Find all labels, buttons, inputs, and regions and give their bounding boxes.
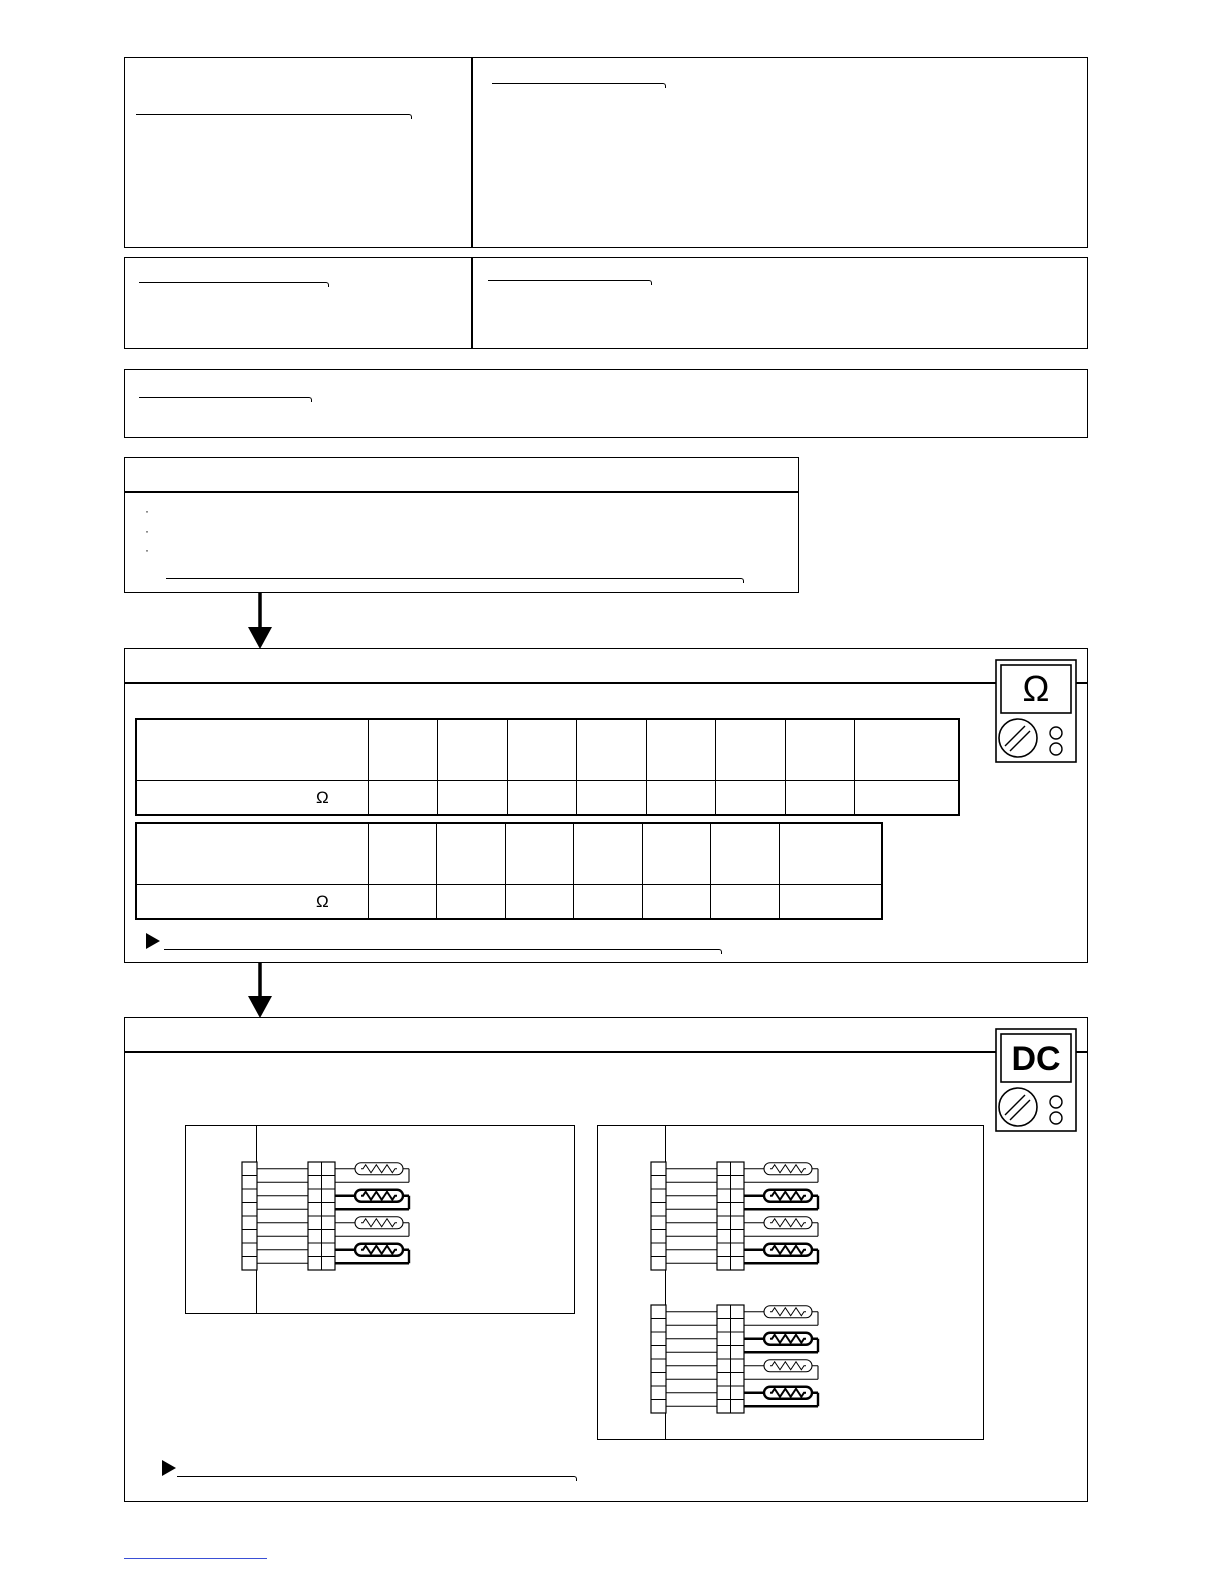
info-box-second	[124, 257, 1088, 349]
resistance-table-1	[135, 718, 960, 816]
table-1-header-cell	[577, 719, 646, 780]
step-1-underline	[166, 578, 744, 583]
table-2-value-cell	[779, 884, 882, 919]
table-2-header-cell	[437, 823, 505, 884]
left-heading-underline	[139, 282, 329, 287]
table-2-value-cell	[437, 884, 505, 919]
table-1-unit-label: Ω	[316, 787, 329, 807]
dc-meter-symbol: DC	[1011, 1040, 1061, 1078]
table-1-header-cell	[716, 719, 785, 780]
table-1-header-cell	[855, 719, 959, 780]
table-1-header-cell	[646, 719, 715, 780]
table-1-value-cell	[507, 780, 576, 815]
bullet-1: ·	[145, 504, 149, 518]
bullet-3: ·	[145, 543, 149, 557]
left-heading-underline	[136, 114, 412, 119]
right-triangle-pointer-icon	[162, 1460, 176, 1476]
table-1-value-cell	[855, 780, 959, 815]
table-1-value-cell	[369, 780, 438, 815]
table-1-value-cell	[785, 780, 854, 815]
step-2-result-underline	[164, 949, 722, 954]
resistance-table-2	[135, 822, 883, 920]
table-1-header-cell	[369, 719, 438, 780]
table-1-value-cell	[646, 780, 715, 815]
footer-link-underline[interactable]	[124, 1558, 267, 1559]
table-1-header-cell	[507, 719, 576, 780]
divider	[471, 258, 473, 348]
table-2-value-cell	[369, 884, 437, 919]
table-2-header-cell	[574, 823, 642, 884]
table-2-header-cell	[779, 823, 882, 884]
table-2-value-cell	[642, 884, 710, 919]
step-2-header-line	[125, 682, 1087, 684]
table-1-value-cell	[577, 780, 646, 815]
divider	[471, 58, 473, 247]
table-2-value-cell	[505, 884, 573, 919]
table-1-value-cell	[438, 780, 507, 815]
table-2-header-cell	[642, 823, 710, 884]
info-box-third	[124, 369, 1088, 438]
heading-underline	[139, 397, 312, 402]
table-2-value-cell	[711, 884, 779, 919]
right-heading-underline	[488, 280, 652, 285]
table-2-header-cell	[505, 823, 573, 884]
step-1-box	[124, 457, 799, 593]
bullet-2: ·	[145, 524, 149, 538]
table-1-header-label-cell	[136, 719, 369, 780]
down-arrow-icon	[247, 593, 273, 650]
table-2-value-cell	[574, 884, 642, 919]
table-2-unit-label: Ω	[316, 891, 329, 911]
right-triangle-pointer-icon	[146, 933, 160, 949]
table-2-header-cell	[369, 823, 437, 884]
step-3-result-underline	[177, 1476, 577, 1481]
connector-diagram-right	[597, 1125, 984, 1440]
table-1-value-cell	[716, 780, 785, 815]
table-2-unit-cell	[136, 884, 369, 919]
info-box-top	[124, 57, 1088, 248]
table-2-header-cell	[711, 823, 779, 884]
table-2-header-label-cell	[136, 823, 369, 884]
down-arrow-icon	[247, 963, 273, 1019]
table-1-unit-cell	[136, 780, 369, 815]
connector-diagram-left	[185, 1125, 575, 1314]
right-heading-underline	[492, 83, 666, 88]
ohm-meter-symbol: Ω	[1022, 668, 1050, 709]
step-3-header-line	[125, 1051, 1087, 1053]
table-1-header-cell	[438, 719, 507, 780]
table-1-header-cell	[785, 719, 854, 780]
step-1-header-line	[125, 491, 798, 493]
